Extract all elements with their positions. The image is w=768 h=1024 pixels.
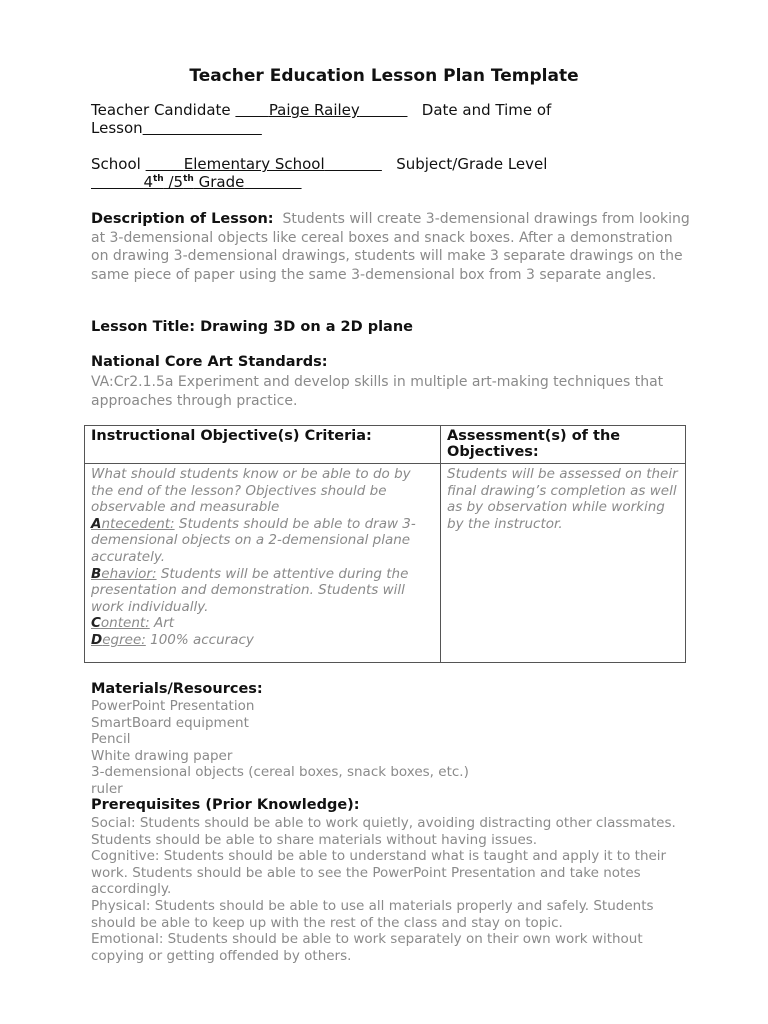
list-item: 3-demensional objects (cereal boxes, snack boxes, etc.) (91, 764, 469, 781)
grade-value-underline (91, 173, 302, 191)
datetime-label: Date and Time of (421, 101, 552, 119)
prerequisites-heading: Prerequisites (Prior Knowledge): (91, 797, 360, 813)
behavior-letter: B (91, 565, 102, 582)
objectives-table (84, 425, 686, 663)
degree-text: 100% accuracy (145, 631, 254, 648)
grade-sup-1: th (153, 174, 164, 184)
school-value: Elementary School (183, 155, 325, 173)
grade-4: 4 (143, 173, 153, 191)
behavior-label (91, 566, 157, 582)
antecedent-word: ntecedent: (101, 515, 175, 532)
content-label (91, 615, 150, 631)
prereq-cognitive: Cognitive: Students should be able to understand what is taught and apply it to their work. Students should be able to see the PowerPoint Presentation and take notes accordingly. (91, 848, 667, 898)
description-label: Description of Lesson: (91, 211, 274, 227)
materials-heading: Materials/Resources: (91, 681, 263, 697)
standards-heading: National Core Art Standards: (91, 354, 328, 370)
prereq-social: Social: Students should be able to work quietly, avoiding distracting other classmates. Students should be able to share materials without having issues. (91, 815, 676, 848)
grade-slash: /5 (163, 173, 184, 191)
content-text: Art (149, 615, 175, 632)
antecedent-text: Students should be able to draw 3-demensional objects on a 2-demensional plane accurately. (91, 515, 416, 565)
assessment-header: Assessment(s) of the Objectives: (441, 426, 686, 464)
description-paragraph (91, 210, 691, 284)
subject-label: Subject/Grade Level (396, 155, 548, 173)
behavior-text: Students will be attentive during the presentation and demonstration. Students will work individually. (91, 565, 409, 615)
antecedent-letter: A (91, 515, 102, 532)
description-text: Students will create 3-demensional drawings from looking at 3-demensional objects like cereal boxes and snack boxes. After a demonstration on drawing 3-demensional drawings, students will make 3 separate drawings on the same piece of paper using the same 3-demensional box from 3 separate angles. (91, 211, 690, 283)
list-item: ruler (91, 780, 123, 797)
prerequisites-body (91, 815, 691, 964)
content-word: ontent: (100, 615, 150, 632)
candidate-label: Teacher Candidate (91, 101, 231, 119)
prereq-physical: Physical: Students should be able to use all materials properly and safely. Students should be able to keep up with the rest of the class and stay on topic. (91, 897, 654, 931)
degree-letter: D (91, 631, 103, 648)
list-item: White drawing paper (91, 747, 233, 764)
document-title: Teacher Education Lesson Plan Template (189, 66, 579, 86)
candidate-value: Paige Railey (268, 101, 360, 119)
objectives-intro: What should students know or be able to do by the end of the lesson? Objectives should be observable and measurable (91, 466, 411, 516)
school-line (91, 155, 547, 173)
lesson-title: Lesson Title: Drawing 3D on a 2D plane (91, 319, 414, 335)
school-value-underline (146, 155, 382, 173)
candidate-value-underline (235, 101, 407, 119)
objectives-cell (85, 464, 441, 663)
lesson-blank (143, 119, 262, 137)
table-body-row (85, 464, 686, 663)
antecedent-label (91, 516, 175, 532)
content-letter: C (91, 615, 101, 632)
grade-line (91, 173, 302, 191)
list-item: Pencil (91, 731, 131, 748)
standards-text: VA:Cr2.1.5a Experiment and develop skills in multiple art-making techniques that approaches through practice. (91, 374, 664, 409)
list-item: PowerPoint Presentation (91, 698, 255, 714)
lesson-label: Lesson (91, 119, 143, 137)
grade-word: Grade (193, 173, 245, 191)
lesson-line (91, 119, 262, 137)
materials-list (91, 698, 469, 798)
candidate-line (91, 101, 551, 119)
objectives-header: Instructional Objective(s) Criteria: (85, 426, 441, 464)
behavior-word: ehavior: (101, 565, 157, 582)
degree-word: egree: (102, 631, 146, 648)
prereq-emotional: Emotional: Students should be able to work separately on their own work without copying or getting offended by others. (91, 931, 643, 964)
table-header-row (85, 426, 686, 464)
list-item: SmartBoard equipment (91, 714, 249, 731)
degree-label (91, 632, 146, 648)
school-label: School (91, 155, 141, 173)
grade-sup-2: th (183, 174, 194, 184)
assessment-cell: Students will be assessed on their final drawing’s completion as well as by observation while working by the instructor. (441, 464, 686, 663)
